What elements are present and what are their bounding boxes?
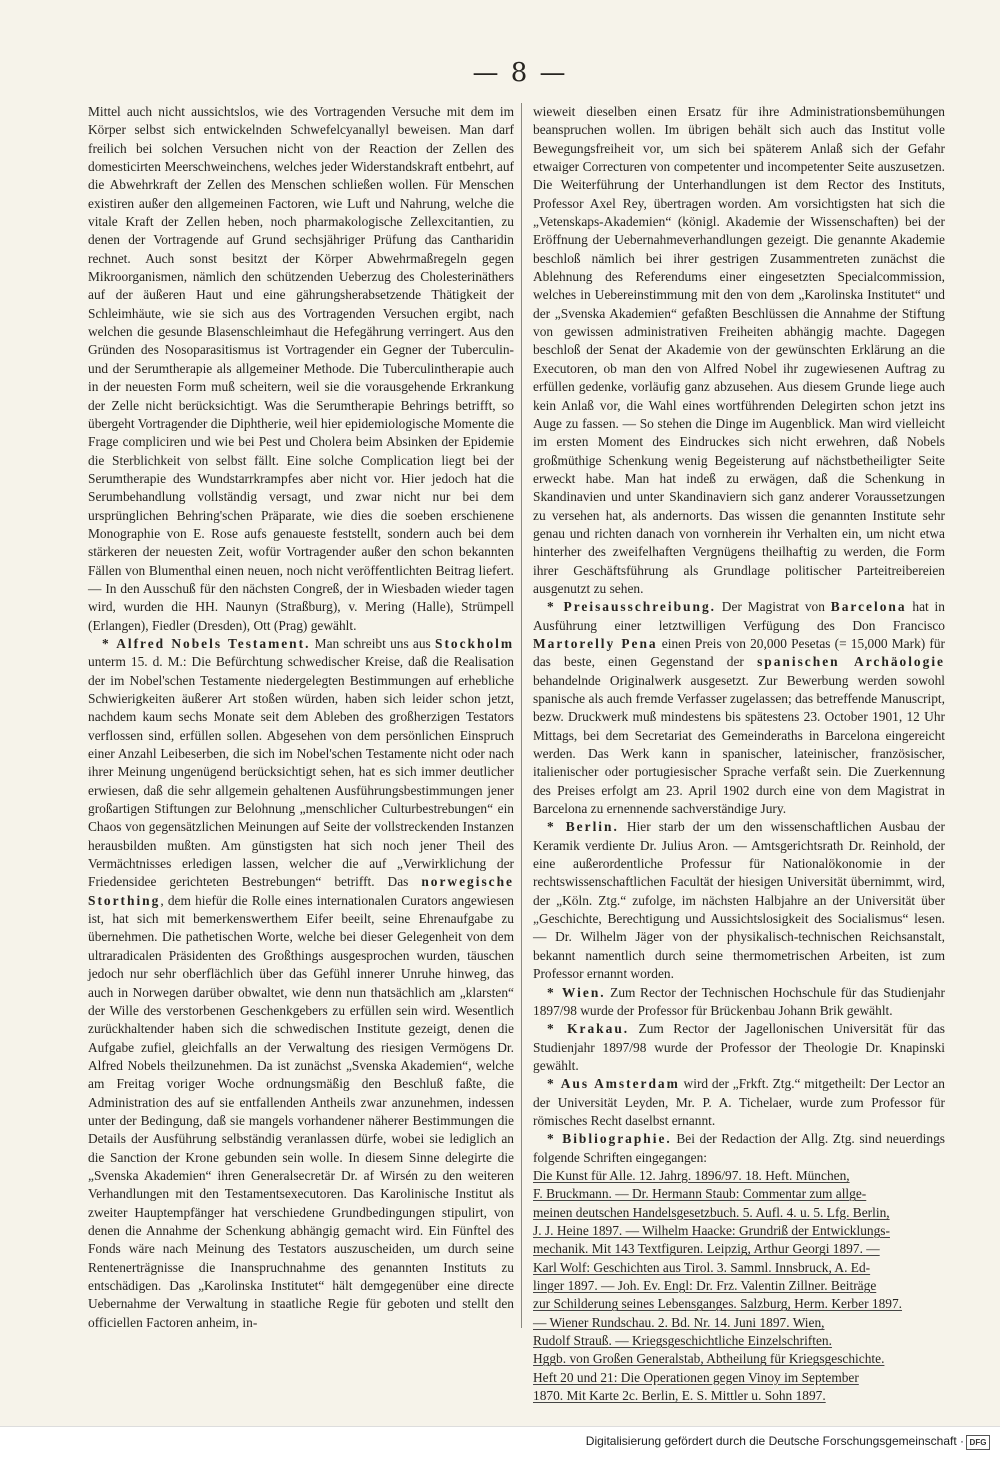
article-heading: * Wien. xyxy=(547,984,606,1000)
city-name: Barcelona xyxy=(830,599,907,615)
article-heading: * Berlin. xyxy=(547,819,619,835)
bibliography-line: zur Schilderung seines Lebensganges. Salzburg, Herm. Kerber 1897. xyxy=(533,1296,903,1312)
bibliography-line: — Wiener Rundschau. 2. Bd. Nr. 14. Juni 1897. Wien, xyxy=(533,1314,825,1330)
article-bibliographie: * Bibliographie. Bei der Redaction der Allg. Ztg. sind neuerdings folgende Schriften eingegangen: xyxy=(533,1131,945,1165)
bibliography-line: Die Kunst für Alle. 12. Jahrg. 1896/97. 18. Heft. München, xyxy=(533,1167,850,1183)
bibliography-line: linger 1897. — Joh. Ev. Engl: Dr. Frz. Valentin Zillner. Beiträge xyxy=(533,1278,877,1293)
bibliography-list xyxy=(533,1167,945,1405)
bibliography-line: 1870. Mit Karte 2c. Berlin, E. S. Mittler u. Sohn 1897. xyxy=(533,1388,826,1404)
bibliography-line: Karl Wolf: Geschichten aus Tirol. 3. Samml. Innsbruck, A. Ed- xyxy=(533,1259,871,1275)
article-heading: * Alfred Nobels Testament. xyxy=(102,635,311,651)
article-preisausschreibung: * Preisausschreibung. Der Magistrat von Barcelona hat in Ausführung einer letztwilligen Verfügung des Don Francisco Martorelly Pena einen Preis von 20,000 Pesetas (= 15,000 Mark) für das beste, einen Gegenstand der spanischen Archäologie behandelnde Originalwerk ausgesetzt. Zur Bewerbung werden sowohl spanische als auch fremde Verfasser zugelassen; das betreffende Manuscript, bezw. Druckwerk muß mindestens bis spätestens 23. October 1901, 12 Uhr Mittags, bei dem Secretariat des Gemeinderaths in Barcelona eingereicht werden. Das Werk kann in spanischer, lateinischer, französischer, italienischer oder portugiesischer Sprache verfaßt sein. Die Zuerkennung des Preises erfolgt am 23. April 1902 durch eine von dem Magistrat in Barcelona zu ernennende sachverständige Jury. xyxy=(533,599,946,817)
column-divider xyxy=(521,103,522,1328)
article-heading: * Bibliographie. xyxy=(547,1131,672,1147)
article-amsterdam: * Aus Amsterdam wird der „Frkft. Ztg.“ mitgetheilt: Der Lector an der Universität Leyden, Mr. P. A. Tichelaer, wurde zum Professor für römisches Recht daselbst ernannt. xyxy=(533,1076,945,1128)
article-heading: * Preisausschreibung. xyxy=(547,599,716,615)
subject-name: spanischen Archäologie xyxy=(757,654,945,670)
dfg-logo-icon: DFG xyxy=(966,1435,990,1450)
article-continuation: Mittel auch nicht aussichtslos, wie des Vortragenden Versuche mit dem im Körper selbst sich entwickelnden Schwefelcyanallyl beweisen. Man darf freilich bei solchen Versuchen nicht von der Reaction der Zellen des domesticirten Meerschweinchens, welches jeder Widerstandskraft entbehrt, auf die Abwehrkraft der Zellen des Menschen schließen wollen. Für Menschen existiren außer den allgemeinen Factoren, wie Luft und Nahrung, welche die vitale Kraft der Zellen heben, noch pharmakologische Zellexcitantien, zu denen der Vortragende auf Grund sechsjähriger Prüfung das Cantharidin rechnet. Auch sonst besitzt der Körper Abwehrmaßregeln gegen Mikroorganismen, nämlich den schützenden Ueberzug des Cholesterinäthers auf der äußeren Haut und eine gährungsherabsetzende Thätigkeit der Schleimhäute, wie sie sich aus des Vortragenden Versuchen ergibt, nach welchen die gesunde Blasenschleimhaut die Hefegährung verringert. Aus den Gründen des Nosoparasitismus ist Vortragender ein Gegner der Tuberculin- und der Serumtherapie als allgemeiner Methode. Die Tuberculintherapie auch in der neuesten Form muß scheitern, weil sie die vorausgehende Erkrankung der Zelle nicht berücksichtigt. Was die Serumtherapie Behrings betrifft, so übergeht Vortragender die Diphtherie, weil hier epidemiologische Momente die Frage compliciren und wie bei Pest und Cholera beim Absinken der Epidemie die Sterblichkeit von selbst fällt. Eine solche Complication liegt bei der Serumtherapie des Wundstarrkrampfes aber nicht vor. Hier jedoch hat die Serumbehandlung vollständig versagt, und zwar nicht nur bei dem ursprünglichen Behring'schen Präparate, wie dies die soeben erschienene Monographie von E. Rose aufs genaueste feststellt, sondern auch bei dem stärkeren der neuesten Zeit, wofür Vortragender außer den schon bekannten Fällen von Blumenthal einen neuen, noch nicht veröffentlichten Beitrag liefert. — In den Ausschuß für den nächsten Congreß, der in Wiesbaden wieder tagen wird, wurden die HH. Naunyn (Straßburg), v. Mering (Halle), Strümpell (Erlangen), Fiedler (Dresden), Ott (Prag) gewählt. xyxy=(88,104,514,633)
bibliography-line: F. Bruckmann. — Dr. Hermann Staub: Commentar zum allge- xyxy=(533,1186,867,1202)
left-column xyxy=(88,103,514,1343)
bibliography-line: J. J. Heine 1897. — Wilhelm Haacke: Grundriß der Entwicklungs- xyxy=(533,1222,890,1238)
institution-name: norwegische Storthing xyxy=(88,874,514,908)
article-heading: * Aus Amsterdam xyxy=(547,1076,680,1092)
bibliography-line: meinen deutschen Handelsgesetzbuch. 5. Aufl. 4. u. 5. Lfg. Berlin, xyxy=(533,1204,890,1220)
article-nobel-testament: * Alfred Nobels Testament. Man schreibt uns aus Stockholm unterm 15. d. M.: Die Befürchtung schwedischer Kreise, daß die Realisation der im Nobel'schen Testamente niedergelegten Bestimmungen auf erhebliche Schwierigkeiten äußerer Art stoßen würden, haben sich leider schon jetzt, nachdem kaum sechs Monate seit dem Ableben des großherzigen Testators verflossen sind, erfüllen sollen. Abgesehen von dem persönlichen Einspruch einer Anzahl Leibeserben, die sich im Nobel'schen Testamente nicht oder nach ihrer Meinung ungenügend berücksichtigt sehen, hat es sich immer deutlicher erwiesen, daß die sehr allgemein gehaltenen Ausführungsbestimmungen jener großartigen Stiftungen zur Belohnung „menschlicher Culturbestrebungen“ ein Chaos von gegensätzlichen Meinungen auf Seite der vollstreckenden Instanzen herausbilden mußten. Am günstigsten hat sich noch jener Theil des Vermächtnisses erledigen lassen, welcher die auf „Verwirklichung der Friedensidee gerichteten Bestrebungen“ betrifft. Das norwegische Storthing, dem hiefür die Rolle eines internationalen Curators angewiesen ist, hat sich mit bemerkenswerthem Eifer beeilt, seine Ehrenaufgabe zu übernehmen. Die pathetischen Worte, welche bei dieser Gelegenheit von dem ultraradicalen Präsidenten des Großthings ausgesprochen wurden, täuschen jedoch nur sehr oberflächlich über das Gefühl innerer Unruhe hinweg, das auch in Norwegen darüber obwaltet, wie denn nun thatsächlich am „klarsten“ der Wille des verstorbenen Geschenkgebers zu erfüllen sein wird. Wesentlich zurückhaltender haben sich die schwedischen Institute gezeigt, denen die Aufgabe zufiel, gleichfalls an der Verwaltung des riesigen Vermögens Dr. Alfred Nobels theilzunehmen. Da ist zunächst „Svenska Akademien“, welche am Freitag voriger Woche ordnungsmäßig den Beschluß faßte, die Administration des auf sie entfallenden Antheils zwar anzunehmen, indessen unter der Bedingung, daß sie mangels vorhandener näherer Bestimmungen die Details der Ausführung selbständig veranlassen dürfe, wobei sie lediglich an die Sanction der Krone gebunden sein wolle. In diesem Sinne delegirte die „Svenska Akademien“ ihren Generalsecretär Dr. af Wirsén zu den weiteren Verhandlungen mit den Testamentsexecutoren. Das Karolinische Institut als zweiter Hauptempfänger hat verschiedene Grundbedingungen stipulirt, von denen die Annahme der Schenkung abhängig gemacht wird. Ein Fünftel des Fonds wäre nach Meinung des Testators auszuscheiden, um durch seine Rentenerträgnisse die Inanspruchnahme des genannten Instituts zu entschädigen. Das „Karolinska Institutet“ hält demgegenüber eine directe Uebernahme der Verwaltung in staatliche Regie für geboten und stellt den officiellen Factoren anheim, in- xyxy=(88,635,515,1330)
bibliography-line: Hggb. von Großen Generalstab, Abtheilung für Kriegsgeschichte. xyxy=(533,1351,885,1367)
person-name: Martorelly Pena xyxy=(533,635,658,651)
article-heading: * Krakau. xyxy=(547,1021,630,1037)
bibliography-line: mechanik. Mit 143 Textfiguren. Leipzig, Arthur Georgi 1897. — xyxy=(533,1241,880,1257)
place-name: Stockholm xyxy=(435,635,515,651)
right-column xyxy=(533,103,946,1404)
article-krakau: * Krakau. Zum Rector der Jagellonischen Universität für das Studienjahr 1897/98 wurde der Professor der Theologie Dr. Knapinski gewählt. xyxy=(533,1021,945,1073)
funding-notice: Digitalisierung gefördert durch die Deutsche Forschungsgemeinschaft · xyxy=(585,1434,964,1448)
article-berlin: * Berlin. Hier starb der um den wissenschaftlichen Ausbau der Keramik verdiente Dr. Julius Aron. — Amtsgerichtsrath Dr. Reinhold, der eine außerordentliche Professur für Nationalökonomie in der rechtswissenschaftlichen Facultät der hiesigen Universität übernimmt, wird, der „Köln. Ztg.“ zufolge, im nächsten Halbjahre an der Universität über „Geschichte, Berechtigung und Aussichtslosigkeit des Socialismus“ lesen. — Dr. Wilhelm Jäger von der physikalisch-technischen Reichsanstalt, bekannt namentlich durch seine thermometrischen Arbeiten, ist zum Professor ernannt worden. xyxy=(533,819,945,982)
page-number: — 8 — xyxy=(472,58,568,88)
article-wien: * Wien. Zum Rector der Technischen Hochschule für das Studienjahr 1897/98 wurde der Professor für Brückenbau Johann Brik gewählt. xyxy=(533,984,945,1018)
digitization-footer xyxy=(0,1426,1000,1457)
bibliography-line: Rudolf Strauß. — Kriegsgeschichtliche Einzelschriften. xyxy=(533,1333,832,1349)
article-continuation-right: wieweit dieselben einen Ersatz für ihre Administrationsbemühungen beanspruchen wollen. Im übrigen behält sich auch das Institut volle Bewegungsfreiheit vor, um sich bei späterem Anlaß sich der Gefahr etwaiger Correcturen von competenter und incompetenter Seite auszusetzen. Die Weiterführung der Unterhandlungen ist dem Rector des Instituts, Professor Axel Rey, übertragen worden. Am vorsichtigsten hat sich die „Vetenskaps-Akademien“ (königl. Akademie der Wissenschaften) bei der Eröffnung der Uebernahmeverhandlungen gezeigt. Die genannte Akademie beschloß nämlich bei ihrer gestrigen Zusammentreten zunächst die Ablehnung des Referendums einer eingesetzten Specialcommission, welches in Uebereinstimmung mit den von dem „Karolinska Institutet“ und der „Svenska Akademien“ gefaßten Beschlüssen die Annahme der Stiftung von gewissen administrativen Freiheiten abhängig machte. Dagegen beschloß der Senat der Akademie von der gewünschten Erklärung an die Executoren, ob man den von Alfred Nobel ihr zugewiesenen Auftrag zu erfüllen gedenke, vorläufig ganz abzusehen. Aus diesem Grunde liege auch kein Anlaß vor, die Wahl eines wortführenden Delegirten schon jetzt ins Auge zu fassen. — So stehen die Dinge im Augenblick. Man wird vielleicht im ersten Moment des Eindruckes sich nicht erwehren, daß Nobels großmüthige Schenkung wenig Begeisterung auf nächstbetheiligter Seite erweckt habe. Man hat indeß zu erwägen, daß die Schenkung in Skandinavien und unter Skandinaviern sich ganz anderer Voraussetzungen zu versehen hat, als andernorts. Das wissen die genannten Institute sehr genau und richten danach von vornherein ihr Verhalten ein, um nicht etwa hinterher des zweifelhaften Vergnügens theilhaftig zu werden, die Form ihrer Geschäftsführung als Grundlage politischer Parteitreibereien ausgenutzt zu sehen. xyxy=(533,104,945,596)
bibliography-line: Heft 20 und 21: Die Operationen gegen Vinoy im September xyxy=(533,1369,859,1385)
